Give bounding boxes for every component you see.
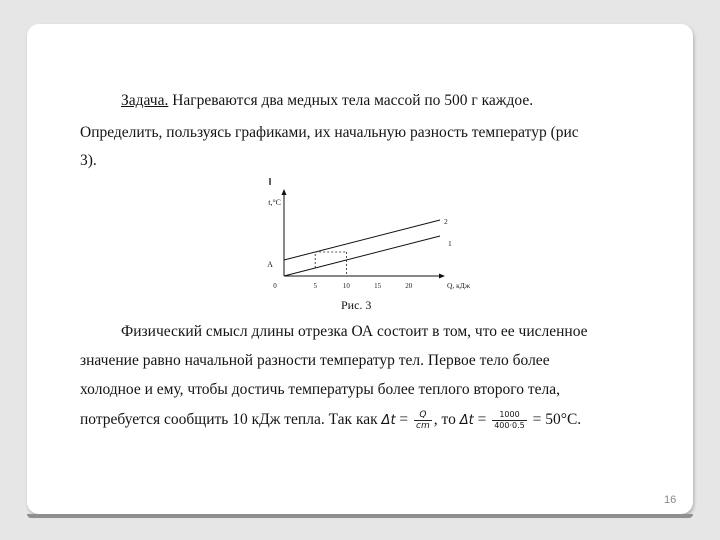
series-label-2: 2 [444,217,448,226]
x-tick-label: 10 [342,282,350,290]
x-tick-label: 20 [405,282,413,290]
fraction-numeric-numerator: 1000 [492,410,527,421]
comma-then: , то [433,411,456,429]
x-axis-arrow [439,274,445,279]
delta-t-symbol: Δt [381,413,396,429]
x-axis-label: Q, кДж [447,281,470,290]
explanation-line-4-start: потребуется сообщить 10 кДж тепла. Так как [80,411,378,429]
task-line-1 [121,92,533,110]
explanation-line-3: холодное и ему, чтобы достичь температуры более теплого второго тела, [80,381,560,398]
series-line-2 [284,220,440,260]
equals-sign: = [399,411,409,429]
x-tick-label: 15 [374,282,382,290]
page-number: 16 [664,494,677,506]
task-line-2: Определить, пользуясь графиками, их начальную разность температур (рис [80,124,579,141]
delta-t-symbol-2: Δt [459,413,474,429]
x-tick-label: 0 [273,282,277,290]
task-text: Нагреваются два медных тела массой по 500 г каждое. [172,92,534,109]
task-line-3: 3). [80,152,97,169]
explanation-line-4 [80,410,581,431]
fraction-numerator: Q [414,410,432,421]
point-a-label: A [267,260,273,269]
equals-sign-2: = [477,411,487,429]
result-value: = 50°C. [532,411,582,429]
task-label: Задача. [121,92,169,109]
figure-caption: Рис. 3 [341,298,372,312]
fraction-q-over-cm [414,410,432,431]
explanation-line-2: значение равно начальной разности температур тел. Первое тело более [80,352,550,369]
series-line-1 [284,236,440,276]
x-tick-label: 5 [313,282,317,290]
fraction-numeric [492,410,527,431]
explanation-line-1: Физический смысл длины отрезка ОА состоит в том, что ее численное [121,323,588,340]
fraction-denominator: cm [416,421,430,431]
figure-3-chart [250,176,470,316]
y-axis-arrow [282,189,287,195]
y-axis-label: t,°C [268,198,281,207]
fraction-numeric-denominator: 400·0.5 [494,421,525,430]
slide-shadow-bar [27,514,693,518]
series-label-1: 1 [448,239,452,248]
